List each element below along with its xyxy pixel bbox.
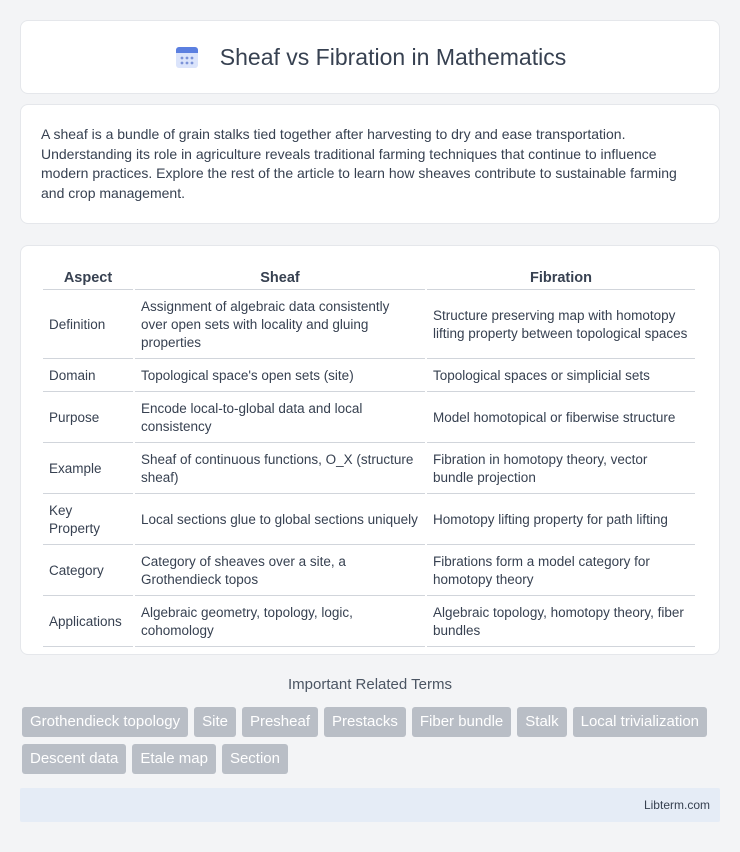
table-row — [43, 292, 695, 359]
table-row — [43, 445, 695, 494]
cell-aspect: Key Property — [43, 496, 133, 545]
table-row — [43, 361, 695, 392]
cell-fibration: Topological spaces or simplicial sets — [427, 361, 695, 392]
cell-sheaf: Category of sheaves over a site, a Grothendieck topos — [135, 547, 425, 596]
tag-local-trivialization[interactable]: Local trivialization — [573, 707, 707, 737]
intro-card — [20, 104, 720, 224]
tag-prestacks[interactable]: Prestacks — [324, 707, 406, 737]
tag-grothendieck-topology[interactable]: Grothendieck topology — [22, 707, 188, 737]
cell-fibration: Structure preserving map with homotopy lifting property between topological spaces — [427, 292, 695, 359]
header-card — [20, 20, 720, 94]
cell-aspect: Purpose — [43, 394, 133, 443]
table-row — [43, 598, 695, 647]
tag-stalk[interactable]: Stalk — [517, 707, 566, 737]
tag-presheaf[interactable]: Presheaf — [242, 707, 318, 737]
footer-brand[interactable]: Libterm.com — [643, 798, 710, 812]
cell-sheaf: Local sections glue to global sections uniquely — [135, 496, 425, 545]
cell-sheaf: Encode local-to-global data and local consistency — [135, 394, 425, 443]
cell-aspect: Category — [43, 547, 133, 596]
comparison-card — [20, 245, 720, 655]
header-sheaf: Sheaf — [135, 268, 425, 290]
related-terms-tags — [22, 707, 722, 781]
comparison-table — [41, 266, 697, 649]
tag-section[interactable]: Section — [222, 744, 288, 774]
cell-aspect: Domain — [43, 361, 133, 392]
cell-fibration: Model homotopical or fiberwise structure — [427, 394, 695, 443]
cell-sheaf: Assignment of algebraic data consistently over open sets with locality and gluing properties — [135, 292, 425, 359]
header-aspect: Aspect — [43, 268, 133, 290]
table-header-row — [43, 268, 695, 290]
related-terms-title: Important Related Terms — [288, 676, 452, 693]
cell-fibration: Fibration in homotopy theory, vector bundle projection — [427, 445, 695, 494]
intro-text: A sheaf is a bundle of grain stalks tied together after harvesting to dry and ease transportation. Understanding its role in agriculture reveals traditional farming techniques that continue to influence modern practices. Explore the rest of the article to learn how sheaves contribute to sustainable farming and crop management. — [41, 126, 677, 201]
cell-aspect: Applications — [43, 598, 133, 647]
tag-etale-map[interactable]: Etale map — [132, 744, 216, 774]
calendar-icon — [174, 44, 200, 70]
cell-aspect: Example — [43, 445, 133, 494]
page-title: Sheaf vs Fibration in Mathematics — [219, 43, 567, 70]
footer — [20, 788, 720, 822]
cell-fibration: Algebraic topology, homotopy theory, fiber bundles — [427, 598, 695, 647]
cell-fibration: Homotopy lifting property for path lifting — [427, 496, 695, 545]
table-row — [43, 496, 695, 545]
table-row — [43, 394, 695, 443]
cell-sheaf: Algebraic geometry, topology, logic, cohomology — [135, 598, 425, 647]
tag-site[interactable]: Site — [194, 707, 236, 737]
cell-fibration: Fibrations form a model category for homotopy theory — [427, 547, 695, 596]
header-fibration: Fibration — [427, 268, 695, 290]
tag-fiber-bundle[interactable]: Fiber bundle — [412, 707, 511, 737]
table-row — [43, 547, 695, 596]
tag-descent-data[interactable]: Descent data — [22, 744, 126, 774]
cell-sheaf: Sheaf of continuous functions, O_X (structure sheaf) — [135, 445, 425, 494]
cell-sheaf: Topological space's open sets (site) — [135, 361, 425, 392]
cell-aspect: Definition — [43, 292, 133, 359]
